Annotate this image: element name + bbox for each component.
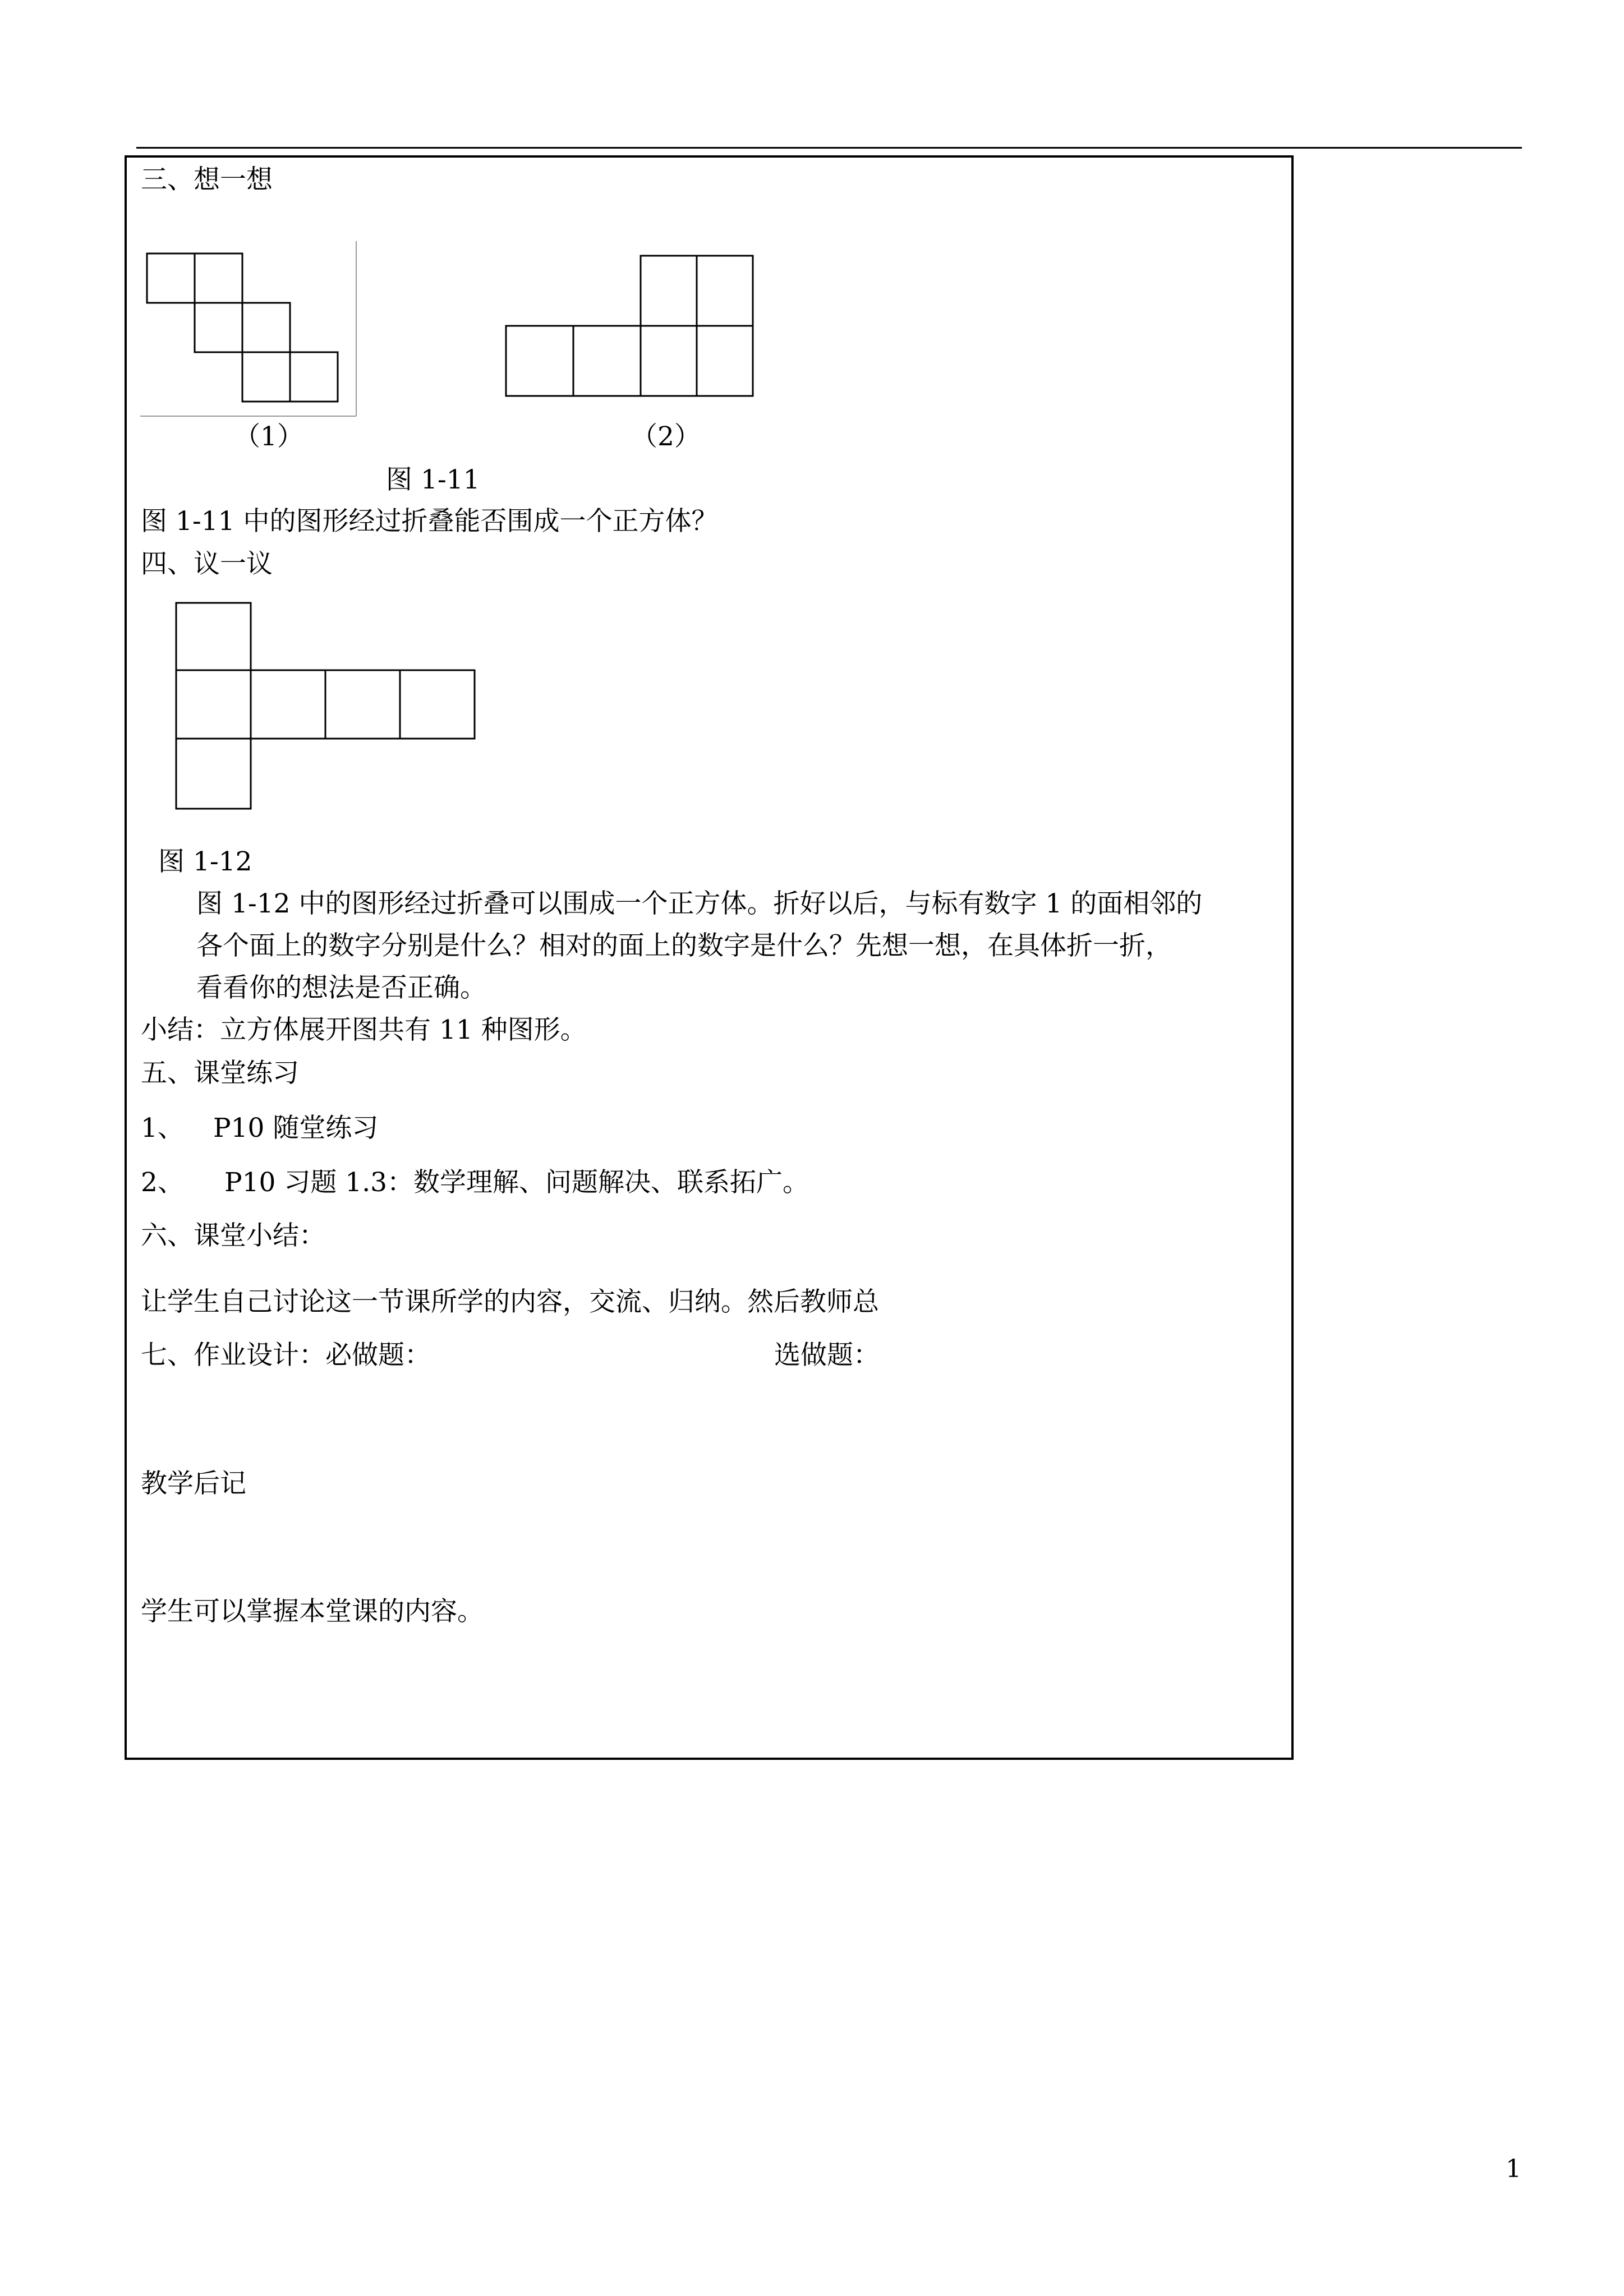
page-number: 1	[1506, 2155, 1521, 2183]
figure-1-11-net-1	[135, 241, 359, 421]
homework-heading: 七、作业设计：必做题：	[141, 1340, 431, 1371]
practice-item-2-text: P10 习题 1.3：数学理解、问题解决、联系拓广。	[224, 1167, 809, 1198]
afterword-heading: 教学后记	[141, 1468, 246, 1499]
figure-label-2: （2）	[631, 421, 701, 452]
section-heading-discuss: 四、议一议	[141, 548, 273, 579]
practice-item-1-number: 1、	[141, 1113, 184, 1144]
figure-1-11-net-2	[499, 251, 757, 403]
class-summary-text: 让学生自己讨论这一节课所学的内容，交流、归纳。然后教师总	[141, 1287, 879, 1317]
practice-item-1-text: P10 随堂练习	[213, 1113, 379, 1144]
afterword-text: 学生可以掌握本堂课的内容。	[141, 1596, 484, 1627]
figure-1-12-net	[168, 597, 482, 816]
figure-caption-1-11: 图 1-11	[386, 464, 480, 495]
summary-line: 小结：立方体展开图共有 11 种图形。	[141, 1015, 587, 1045]
question-1-11: 图 1-11 中的图形经过折叠能否围成一个正方体？	[141, 506, 718, 537]
section-heading-think: 三、想一想	[141, 164, 273, 195]
homework-optional-label: 选做题：	[774, 1340, 880, 1371]
paragraph-line-3: 看看你的想法是否正确。	[196, 972, 486, 1003]
section-heading-summary: 六、课堂小结：	[141, 1220, 325, 1251]
figure-caption-1-12: 图 1-12	[158, 846, 252, 877]
section-heading-practice: 五、课堂练习	[141, 1058, 299, 1089]
header-rule	[136, 147, 1522, 149]
practice-item-2-number: 2、	[141, 1167, 184, 1198]
figure-label-1: （1）	[234, 421, 303, 452]
paragraph-line-1: 图 1-12 中的图形经过折叠可以围成一个正方体。折好以后，与标有数字 1 的面相邻的	[196, 888, 1203, 919]
paragraph-line-2: 各个面上的数字分别是什么？相对的面上的数字是什么？先想一想，在具体折一折，	[196, 930, 1172, 961]
